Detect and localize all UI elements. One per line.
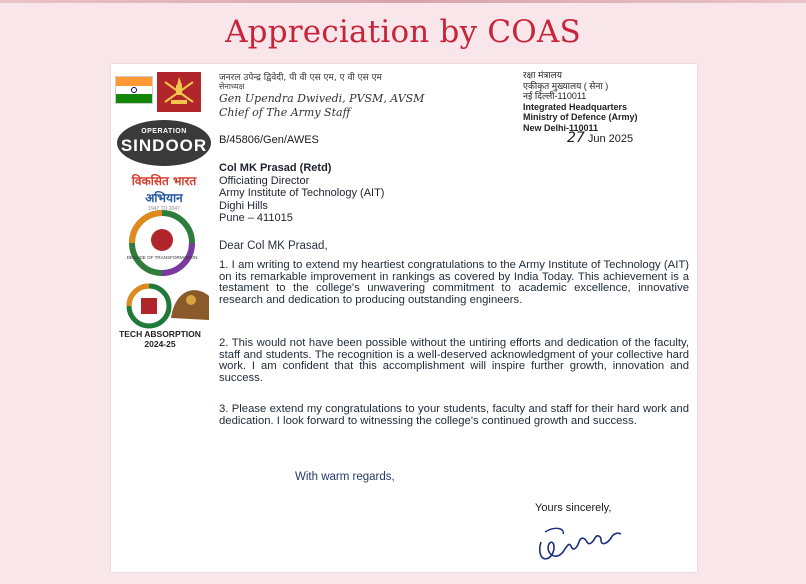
tech-absorption-text: TECH ABSORPTION: [119, 329, 201, 339]
handwritten-signature: [535, 512, 625, 568]
viksit-line-3: 1947 TO 2047: [148, 206, 180, 212]
viksit-bharat-logo: [117, 172, 211, 212]
sindoor-label: SINDOOR: [120, 136, 208, 155]
paragraph-3: 3. Please extend my congratulations to your students, faculty and staff for their hard work and dedication. I look forward to witnessing the college's continued growth and success.: [219, 403, 689, 427]
tech-absorption-label: [113, 329, 207, 349]
tech-absorption-year: 2024-25: [144, 339, 176, 349]
addressee-locality: Dighi Hills: [219, 199, 268, 212]
letterhead-english-title: Chief of The Army Staff: [219, 106, 351, 119]
decade-text: DECADE OF TRANSFORMATION: [126, 255, 198, 260]
letterhead-right-block: [523, 70, 683, 133]
indian-flag-icon: [115, 76, 153, 104]
operation-label: OPERATION: [141, 128, 187, 135]
rb-line: एकीकृत मुख्यालय ( सेना ): [523, 80, 609, 91]
paragraph-2: 2. This would not have been possible without the untiring efforts and dedication of the faculty, staff and students. The recognition is a well-deserved acknowledgment of your collective hard work. I am confident that this accomplishment will inspire further growth, innovation and success.: [219, 337, 689, 384]
viksit-line-1: विकसित भारत: [131, 174, 197, 188]
decade-of-transformation-logo: [115, 210, 209, 276]
date-rest: Jun 2025: [587, 133, 634, 145]
viksit-line-2: अभियान: [145, 191, 183, 205]
reference-number: B/45806/Gen/AWES: [219, 134, 319, 146]
letter-date: [567, 130, 633, 146]
salutation: Dear Col MK Prasad,: [219, 240, 328, 252]
page-title: Appreciation by COAS: [225, 14, 581, 50]
rb-line: नई दिल्ली-110011: [523, 91, 587, 101]
paragraph-1: 1. I am writing to extend my heartiest congratulations to the Army Institute of Technology (AIT) on its remarkable improvement in rankings as covered by India Today. This achievement is a testament to the college's unwavering commitment to academic excellence, innovative research and dedication to producing outstanding engineers.: [219, 259, 689, 306]
addressee-block: [219, 162, 384, 225]
top-decoration-bar: [0, 0, 806, 3]
rb-line: Integrated Headquarters: [523, 101, 628, 112]
addressee-name: Col MK Prasad (Retd): [219, 162, 332, 174]
rb-line: रक्षा मंत्रालय: [523, 70, 562, 80]
date-day: 27: [567, 130, 585, 146]
addressee-designation: Officiating Director: [219, 174, 310, 187]
letterhead-hindi-title: सेनाध्यक्ष: [219, 82, 245, 91]
letterhead-hindi-name: जनरल उपेन्द्र द्विवेदी, पी वी एस एम, ए वी एस एम: [219, 73, 382, 83]
army-crest-icon: [157, 72, 201, 112]
operation-sindoor-logo: [117, 120, 211, 166]
addressee-institute: Army Institute of Technology (AIT): [219, 187, 385, 199]
letter-document: [111, 64, 697, 572]
regards-line: With warm regards,: [295, 471, 395, 483]
rb-line: Ministry of Defence (Army): [523, 112, 638, 122]
letterhead-english-name: Gen Upendra Dwivedi, PVSM, AVSM: [219, 92, 425, 105]
rb-line: New Delhi-110011: [523, 122, 599, 133]
addressee-city: Pune – 411015: [219, 212, 293, 224]
closing-line: Yours sincerely,: [535, 502, 612, 514]
